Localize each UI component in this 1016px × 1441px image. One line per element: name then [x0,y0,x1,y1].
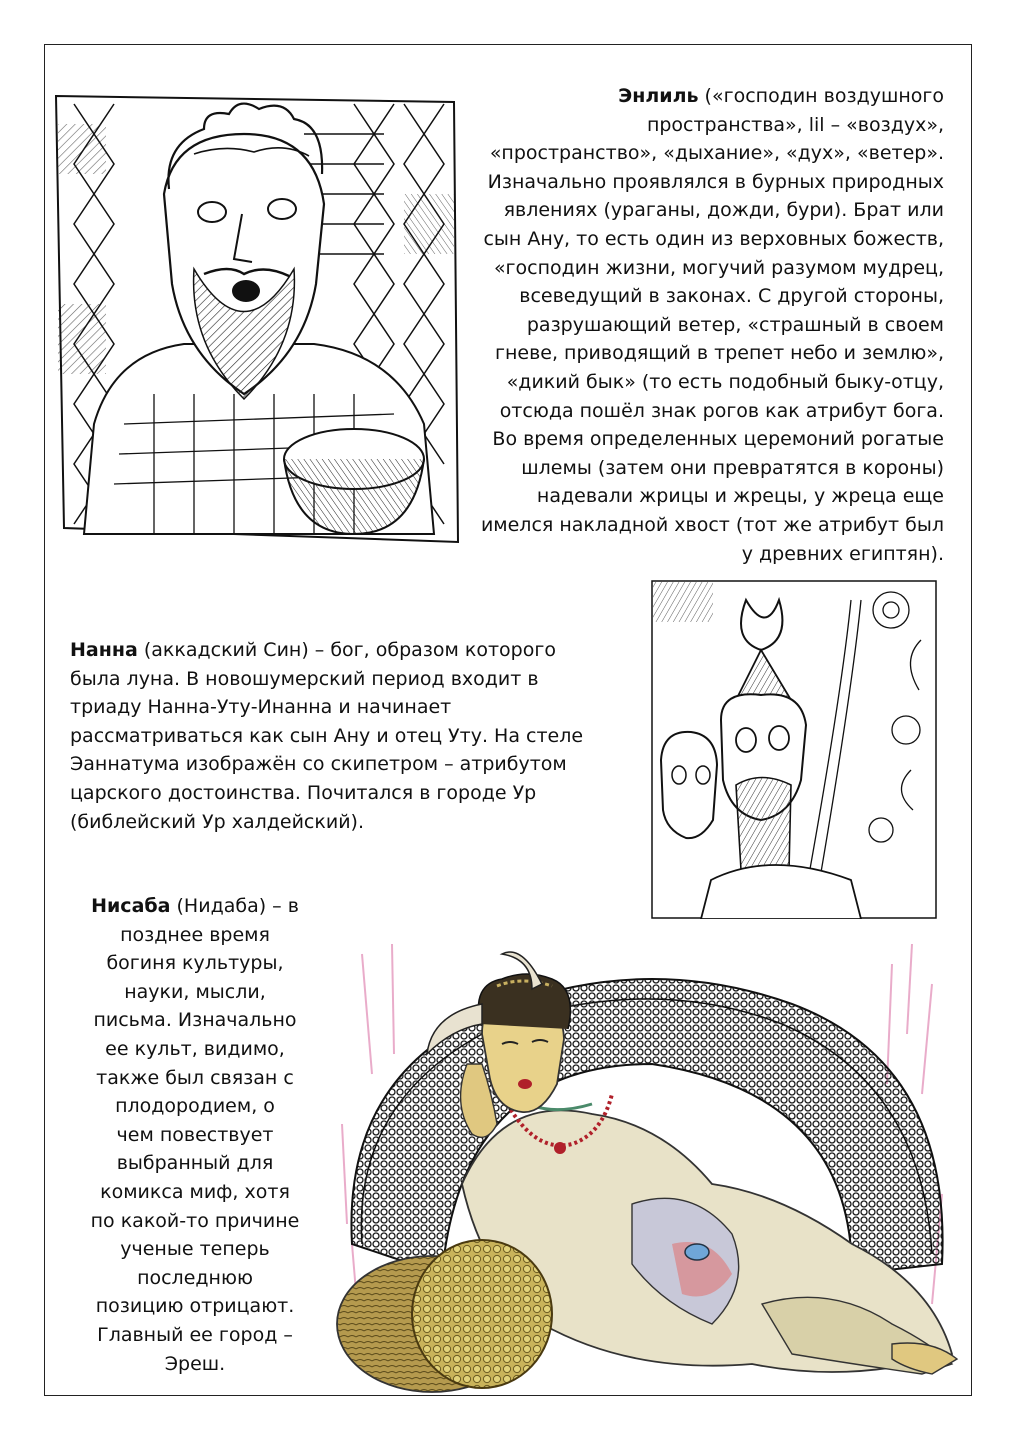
enlil-line-6: сын Ану, то есть один из верховных божеств, [483,227,944,250]
enlil-description [470,82,944,568]
nisaba-line-11: комикса миф, хотя [100,1180,290,1203]
nisaba-line-16: Главный ее город – [97,1323,293,1346]
nanna-line-3: триаду Нанна-Уту-Инанна и начинает [70,696,452,719]
nanna-line-6: царского достоинства. Почитался в городе Ур [70,781,537,804]
nisaba-line-1: Нисаба (Нидаба) – в [91,895,299,917]
nisaba-line-17: Эреш. [164,1352,226,1375]
nisaba-line-12: по какой-то причине [90,1209,300,1232]
enlil-line-4: Изначально проявлялся в бурных природных [487,170,944,193]
enlil-line-2: пространства», lil – «воздух», [646,113,944,136]
nisaba-line-8: плодородием, о [115,1095,275,1118]
nisaba-name: Нисаба [91,895,171,917]
enlil-line-9: разрушающий ветер, «страшный в своем [526,313,944,336]
enlil-line-11: «дикий бык» (то есть подобный быку-отцу, [506,370,944,393]
enlil-line-13: Во время определенных церемоний рогатые [492,428,944,451]
nisaba-line-15: позицию отрицают. [95,1295,295,1318]
enlil-line-16: имелся накладной хвост (тот же атрибут был [480,513,944,536]
nisaba-line-9: чем повествует [116,1123,274,1146]
nisaba-line-14: последнюю [137,1266,253,1289]
nanna-line-4: рассматриваться как сын Ану и отец Уту. На стеле [70,724,584,747]
enlil-line-14: шлемы (затем они превратятся в короны) [521,456,944,479]
nisaba-description [60,892,330,1378]
nisaba-line-3: богиня культуры, [106,952,284,975]
enlil-line-1: Энлиль («господин воздушного [618,85,944,107]
nanna-line-2: была луна. В новошумерский период входит в [70,667,539,690]
enlil-line-8: всеведущий в законах. С другой стороны, [519,285,944,308]
nanna-line-5: Эаннатума изображён со скипетром – атрибутом [70,753,567,776]
enlil-illustration [54,94,460,546]
nisaba-line-5: письма. Изначально [93,1009,297,1032]
nisaba-line-7: также был связан с [96,1066,294,1089]
nisaba-illustration [332,944,966,1396]
enlil-line-5: явлениях (ураганы, дожди, бури). Брат или [503,199,944,222]
nisaba-line-2: позднее время [120,923,270,946]
nanna-name: Нанна [70,639,138,661]
nanna-illustration [651,580,937,919]
nanna-line-7: (библейский Ур халдейский). [70,810,364,833]
nisaba-line-13: ученые теперь [120,1238,270,1261]
nanna-description [70,636,630,836]
enlil-name: Энлиль [618,85,699,107]
nisaba-line-6: ее культ, видимо, [105,1037,285,1060]
enlil-line-7: «господин жизни, могучий разумом мудрец, [493,256,944,279]
enlil-line-12: отсюда пошёл знак рогов как атрибут бога. [499,399,944,422]
nanna-line-1: Нанна (аккадский Син) – бог, образом которого [70,639,556,661]
enlil-line-3: «пространство», «дыхание», «дух», «ветер». [489,142,944,165]
enlil-line-17: у древних египтян). [741,542,944,565]
enlil-line-15: надевали жрицы и жрецы, у жреца еще [536,485,944,508]
nisaba-line-4: науки, мысли, [124,980,266,1003]
enlil-line-10: гневе, приводящий в трепет небо и землю», [495,342,944,365]
nisaba-line-10: выбранный для [116,1152,274,1175]
